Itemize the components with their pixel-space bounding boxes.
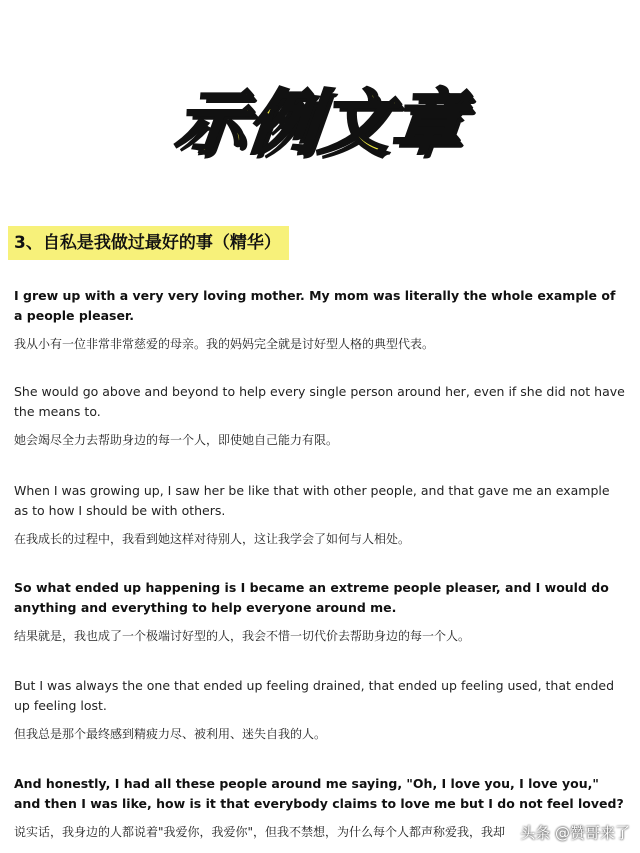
paragraph-chinese: 她会竭尽全力去帮助身边的每一个人，即使她自己能力有限。	[14, 433, 339, 447]
article-title: 示例文章	[171, 82, 469, 164]
paragraph-4	[14, 578, 626, 645]
paragraph-english: When I was growing up, I saw her be like that with other people, and that gave me an example as to how I should be with others.	[14, 483, 610, 518]
paragraph-chinese: 但我总是那个最终感到精疲力尽、被利用、迷失自我的人。	[14, 727, 327, 741]
paragraph-5	[14, 676, 626, 743]
paragraph-english: So what ended up happening is I became an extreme people pleaser, and I would do anything and everything to help everyone around me.	[14, 580, 609, 615]
paragraph-3	[14, 481, 626, 548]
section-heading: 3、自私是我做过最好的事（精华）	[8, 226, 289, 260]
paragraph-english: But I was always the one that ended up feeling drained, that ended up feeling used, that ended up feeling lost.	[14, 678, 615, 713]
paragraph-chinese: 结果就是，我也成了一个极端讨好型的人，我会不惜一切代价去帮助身边的每一个人。	[14, 629, 471, 643]
watermark: 头条 @赞哥来了	[520, 824, 630, 842]
paragraph-chinese: 我从小有一位非常非常慈爱的母亲。我的妈妈完全就是讨好型人格的典型代表。	[14, 337, 435, 351]
paragraph-english: And honestly, I had all these people around me saying, "Oh, I love you, I love you," and then I was like, how is it that everybody claims to love me but I do not feel loved?	[14, 776, 624, 811]
paragraph-1	[14, 286, 626, 353]
paragraph-2	[14, 382, 626, 449]
paragraph-english: She would go above and beyond to help every single person around her, even if she did not have the means to.	[14, 384, 625, 419]
paragraph-chinese: 在我成长的过程中，我看到她这样对待别人，这让我学会了如何与人相处。	[14, 532, 411, 546]
paragraph-chinese: 说实话，我身边的人都说着"我爱你，我爱你"，但我不禁想，为什么每个人都声称爱我，我却	[14, 825, 506, 839]
paragraph-english: I grew up with a very very loving mother. My mom was literally the whole example of a people pleaser.	[14, 288, 616, 323]
